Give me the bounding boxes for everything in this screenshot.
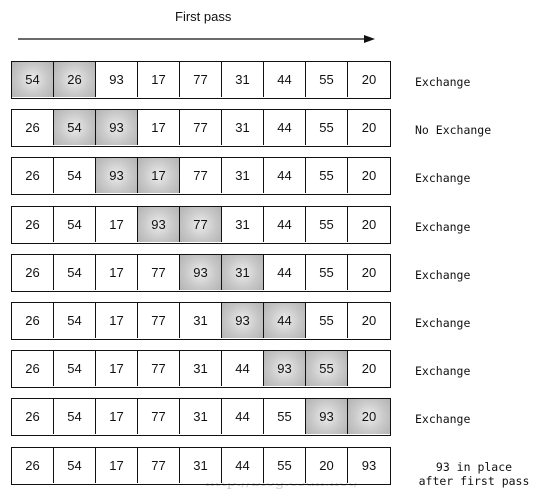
array-cell: 26 (12, 255, 54, 290)
array-cell: 54 (54, 303, 96, 338)
array-cell: 44 (264, 255, 306, 290)
array-row (11, 398, 391, 436)
array-cell: 54 (54, 448, 96, 483)
array-cell: 77 (138, 399, 180, 434)
array-cell: 20 (348, 110, 390, 145)
array-row (11, 157, 391, 195)
array-cell: 44 (264, 158, 306, 193)
array-cell: 54 (54, 158, 96, 193)
array-cell: 26 (12, 351, 54, 386)
array-cell: 17 (96, 303, 138, 338)
compared-cell: 44 (264, 303, 306, 338)
array-cell: 31 (222, 207, 264, 242)
array-row (11, 302, 391, 340)
array-cell: 31 (180, 351, 222, 386)
pass-title: First pass (175, 9, 232, 24)
array-cell: 54 (54, 207, 96, 242)
row-action-label: Exchange (415, 220, 471, 234)
array-cell: 26 (12, 303, 54, 338)
compared-cell: 93 (306, 399, 348, 434)
array-cell: 77 (138, 303, 180, 338)
array-cell: 44 (222, 351, 264, 386)
array-cell: 31 (180, 448, 222, 483)
array-cell: 55 (264, 448, 306, 483)
compared-cell: 26 (54, 62, 96, 97)
row-action-label: Exchange (415, 268, 471, 282)
array-row (11, 61, 391, 99)
array-cell: 55 (306, 158, 348, 193)
array-cell: 20 (348, 351, 390, 386)
array-cell: 77 (180, 62, 222, 97)
row-action-label: No Exchange (415, 123, 492, 137)
array-cell: 55 (306, 62, 348, 97)
array-cell: 17 (138, 110, 180, 145)
array-cell: 26 (12, 207, 54, 242)
array-cell: 44 (222, 448, 264, 483)
compared-cell: 20 (348, 399, 390, 434)
array-row (11, 350, 391, 388)
array-cell: 54 (54, 255, 96, 290)
array-cell: 44 (264, 110, 306, 145)
arrow-head (364, 35, 375, 43)
array-cell: 77 (180, 110, 222, 145)
array-cell: 44 (264, 207, 306, 242)
array-cell: 20 (348, 62, 390, 97)
array-row (11, 254, 391, 292)
array-cell: 20 (348, 158, 390, 193)
compared-cell: 17 (138, 158, 180, 193)
compared-cell: 93 (138, 207, 180, 242)
array-cell: 26 (12, 158, 54, 193)
compared-cell: 54 (54, 110, 96, 145)
compared-cell: 77 (180, 207, 222, 242)
array-cell: 31 (222, 62, 264, 97)
array-cell: 26 (12, 448, 54, 483)
array-cell: 20 (348, 255, 390, 290)
array-cell: 26 (12, 399, 54, 434)
array-cell: 20 (348, 207, 390, 242)
array-row (11, 206, 391, 244)
final-note (408, 460, 540, 488)
array-cell: 26 (12, 110, 54, 145)
array-cell: 17 (96, 255, 138, 290)
array-cell: 55 (306, 255, 348, 290)
direction-arrow (0, 0, 541, 60)
array-cell: 77 (138, 255, 180, 290)
array-cell: 44 (264, 62, 306, 97)
array-cell: 93 (96, 62, 138, 97)
array-cell: 17 (96, 448, 138, 483)
array-cell: 77 (138, 448, 180, 483)
array-cell: 54 (54, 351, 96, 386)
compared-cell: 93 (96, 110, 138, 145)
array-cell: 17 (138, 62, 180, 97)
compared-cell: 93 (222, 303, 264, 338)
row-action-label: Exchange (415, 316, 471, 330)
array-cell: 17 (96, 207, 138, 242)
compared-cell: 93 (180, 255, 222, 290)
row-action-label: Exchange (415, 171, 471, 185)
array-cell: 55 (306, 303, 348, 338)
array-cell: 17 (96, 351, 138, 386)
final-note-line2: after first pass (418, 474, 530, 488)
array-cell: 20 (306, 448, 348, 483)
array-cell: 77 (138, 351, 180, 386)
array-row (11, 109, 391, 147)
row-action-label: Exchange (415, 412, 471, 426)
array-cell: 17 (96, 399, 138, 434)
compared-cell: 93 (264, 351, 306, 386)
array-cell: 44 (222, 399, 264, 434)
array-cell: 31 (180, 303, 222, 338)
final-note-line1: 93 in place (435, 460, 513, 474)
compared-cell: 55 (306, 351, 348, 386)
array-cell: 55 (264, 399, 306, 434)
array-cell: 20 (348, 303, 390, 338)
array-cell: 77 (180, 158, 222, 193)
row-action-label: Exchange (415, 364, 471, 378)
row-action-label: Exchange (415, 75, 471, 89)
array-cell: 55 (306, 207, 348, 242)
array-cell: 31 (180, 399, 222, 434)
compared-cell: 54 (12, 62, 54, 97)
array-row (11, 447, 391, 485)
array-cell: 55 (306, 110, 348, 145)
compared-cell: 93 (96, 158, 138, 193)
array-cell: 31 (222, 110, 264, 145)
compared-cell: 31 (222, 255, 264, 290)
array-cell: 93 (348, 448, 390, 483)
array-cell: 54 (54, 399, 96, 434)
array-cell: 31 (222, 158, 264, 193)
